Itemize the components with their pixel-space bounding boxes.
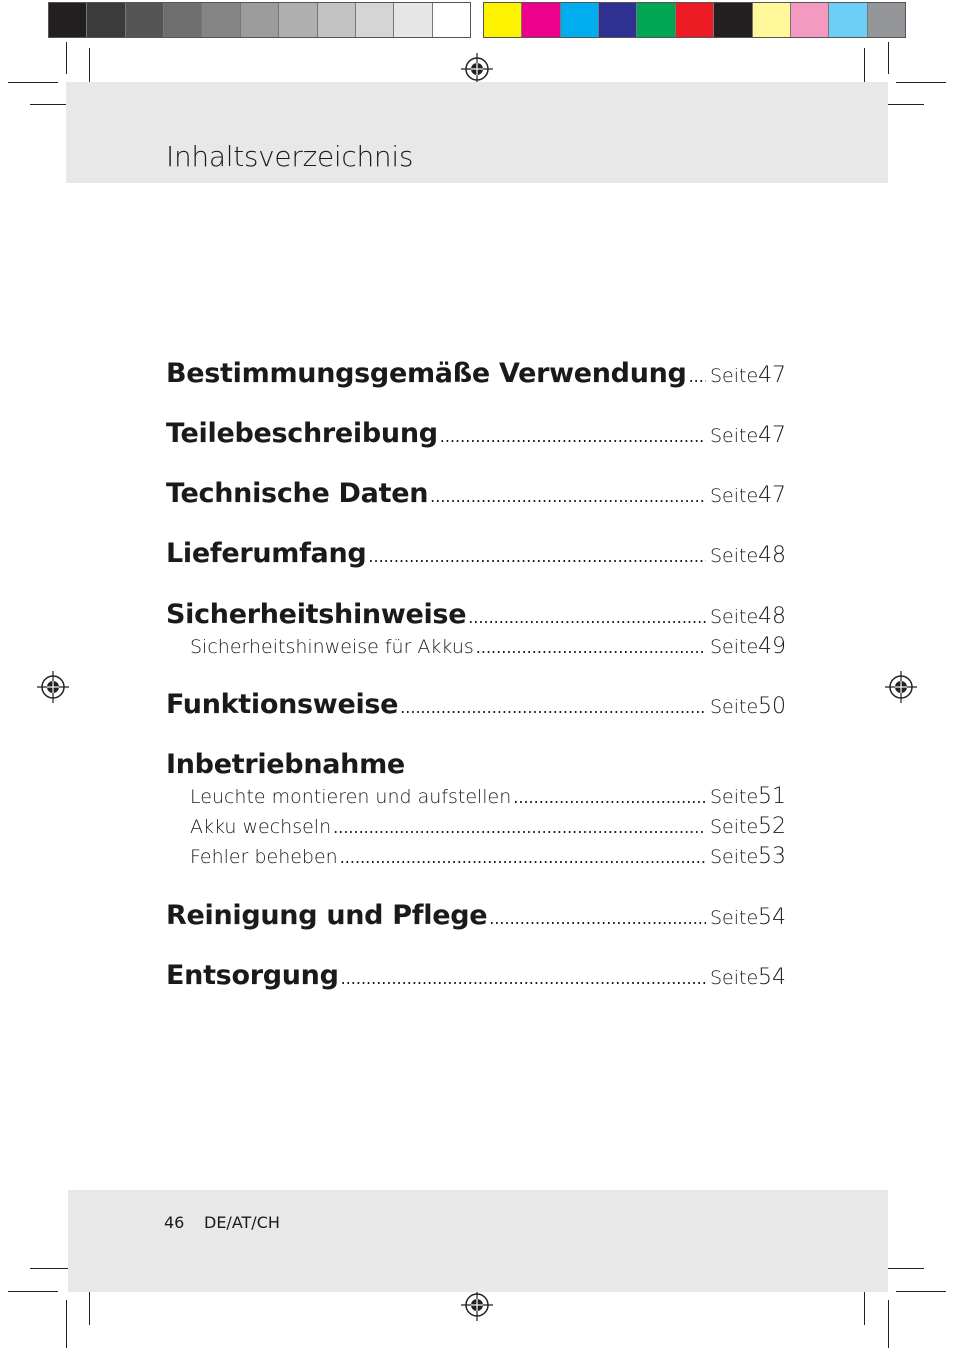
footer-band — [68, 1190, 888, 1292]
dot-leader — [440, 427, 706, 446]
swatch — [561, 3, 599, 37]
swatch — [791, 3, 829, 37]
dot-leader — [513, 788, 706, 807]
toc-page-number: 52 — [758, 814, 786, 839]
swatch — [637, 3, 675, 37]
toc-seite-label: Seite — [710, 606, 759, 628]
swatch — [676, 3, 714, 37]
toc-page-number: 53 — [758, 844, 786, 869]
toc-entry-title: Fehler beheben — [190, 846, 338, 868]
swatch — [202, 3, 240, 37]
toc-entry[interactable] — [166, 900, 786, 931]
toc-entry[interactable] — [166, 599, 786, 630]
crop-mark — [896, 1291, 946, 1292]
swatch — [356, 3, 394, 37]
dot-leader — [689, 367, 706, 386]
toc-entry-title: Entsorgung — [166, 960, 339, 991]
swatch — [49, 3, 87, 37]
toc-entry-title: Akku wechseln — [190, 816, 332, 838]
toc-seite-label: Seite — [710, 967, 759, 989]
toc-subentry[interactable] — [190, 814, 786, 839]
registration-mark-icon — [885, 671, 917, 703]
swatch — [87, 3, 125, 37]
toc-seite-label: Seite — [710, 846, 759, 868]
swatch — [599, 3, 637, 37]
toc-section-heading[interactable] — [166, 749, 786, 780]
page-title: Inhaltsverzeichnis — [166, 140, 414, 173]
toc-page-number: 47 — [758, 483, 786, 508]
swatch — [126, 3, 164, 37]
swatch — [241, 3, 279, 37]
toc-page-number: 50 — [758, 694, 786, 719]
registration-mark-icon — [461, 1289, 493, 1321]
toc-seite-label: Seite — [710, 696, 759, 718]
toc-seite-label: Seite — [710, 425, 759, 447]
toc-entry[interactable] — [166, 689, 786, 720]
crop-mark — [888, 1300, 889, 1348]
toc-seite-label: Seite — [710, 365, 759, 387]
toc-entry-title: Teilebeschreibung — [166, 418, 438, 449]
dot-leader — [468, 608, 706, 627]
toc-seite-label: Seite — [710, 545, 759, 567]
dot-leader — [333, 818, 706, 837]
crop-mark — [8, 82, 58, 83]
swatch — [164, 3, 202, 37]
dot-leader — [340, 848, 706, 867]
color-bar-grayscale — [48, 2, 471, 38]
toc-entry-title: Bestimmungsgemäße Verwendung — [166, 358, 687, 389]
toc-subentry[interactable] — [190, 784, 786, 809]
toc-page-number: 48 — [758, 543, 786, 568]
toc-page-number: 54 — [758, 965, 786, 990]
toc-entry[interactable] — [166, 960, 786, 991]
swatch — [868, 3, 905, 37]
toc-entry-title: Lieferumfang — [166, 538, 367, 569]
toc-entry-title: Technische Daten — [166, 478, 429, 509]
registration-mark-icon — [37, 671, 69, 703]
footer-page-number: 46 — [164, 1213, 185, 1232]
toc-entry[interactable] — [166, 538, 786, 569]
crop-mark — [8, 1291, 58, 1292]
crop-mark — [66, 1300, 67, 1348]
toc-page-number: 54 — [758, 905, 786, 930]
footer-language-code: DE/AT/CH — [204, 1213, 280, 1232]
toc-subentry[interactable] — [190, 844, 786, 869]
toc-seite-label: Seite — [710, 485, 759, 507]
toc-seite-label: Seite — [710, 636, 759, 658]
dot-leader — [489, 909, 706, 928]
toc-page-number: 48 — [758, 604, 786, 629]
swatch — [318, 3, 356, 37]
color-bar-process — [483, 2, 906, 38]
toc-subentry[interactable] — [190, 634, 786, 659]
crop-mark — [66, 42, 67, 74]
swatch — [522, 3, 560, 37]
dot-leader — [368, 547, 706, 566]
dot-leader — [476, 638, 706, 657]
toc-entry-title: Reinigung und Pflege — [166, 900, 488, 931]
swatch — [829, 3, 867, 37]
crop-mark — [896, 82, 946, 83]
toc-entry[interactable] — [166, 418, 786, 449]
toc-seite-label: Seite — [710, 786, 759, 808]
toc-page-number: 47 — [758, 363, 786, 388]
toc-page-number: 47 — [758, 423, 786, 448]
toc-entry-title: Inbetriebnahme — [166, 749, 405, 780]
dot-leader — [430, 487, 706, 506]
toc-seite-label: Seite — [710, 907, 759, 929]
swatch — [714, 3, 752, 37]
toc-page-number: 51 — [758, 784, 786, 809]
toc-page-number: 49 — [758, 634, 786, 659]
swatch — [279, 3, 317, 37]
dot-leader — [341, 969, 706, 988]
toc-entry-title: Funktionsweise — [166, 689, 399, 720]
swatch — [753, 3, 791, 37]
swatch — [484, 3, 522, 37]
crop-mark — [888, 42, 889, 74]
toc-entry-title: Leuchte montieren und aufstellen — [190, 786, 512, 808]
toc-entry-title: Sicherheitshinweise für Akkus — [190, 636, 474, 658]
registration-mark-icon — [461, 53, 493, 85]
toc-entry[interactable] — [166, 478, 786, 509]
toc-entry[interactable] — [166, 358, 786, 389]
swatch — [433, 3, 470, 37]
dot-leader — [400, 698, 706, 717]
toc-seite-label: Seite — [710, 816, 759, 838]
swatch — [394, 3, 432, 37]
toc-entry-title: Sicherheitshinweise — [166, 599, 467, 630]
